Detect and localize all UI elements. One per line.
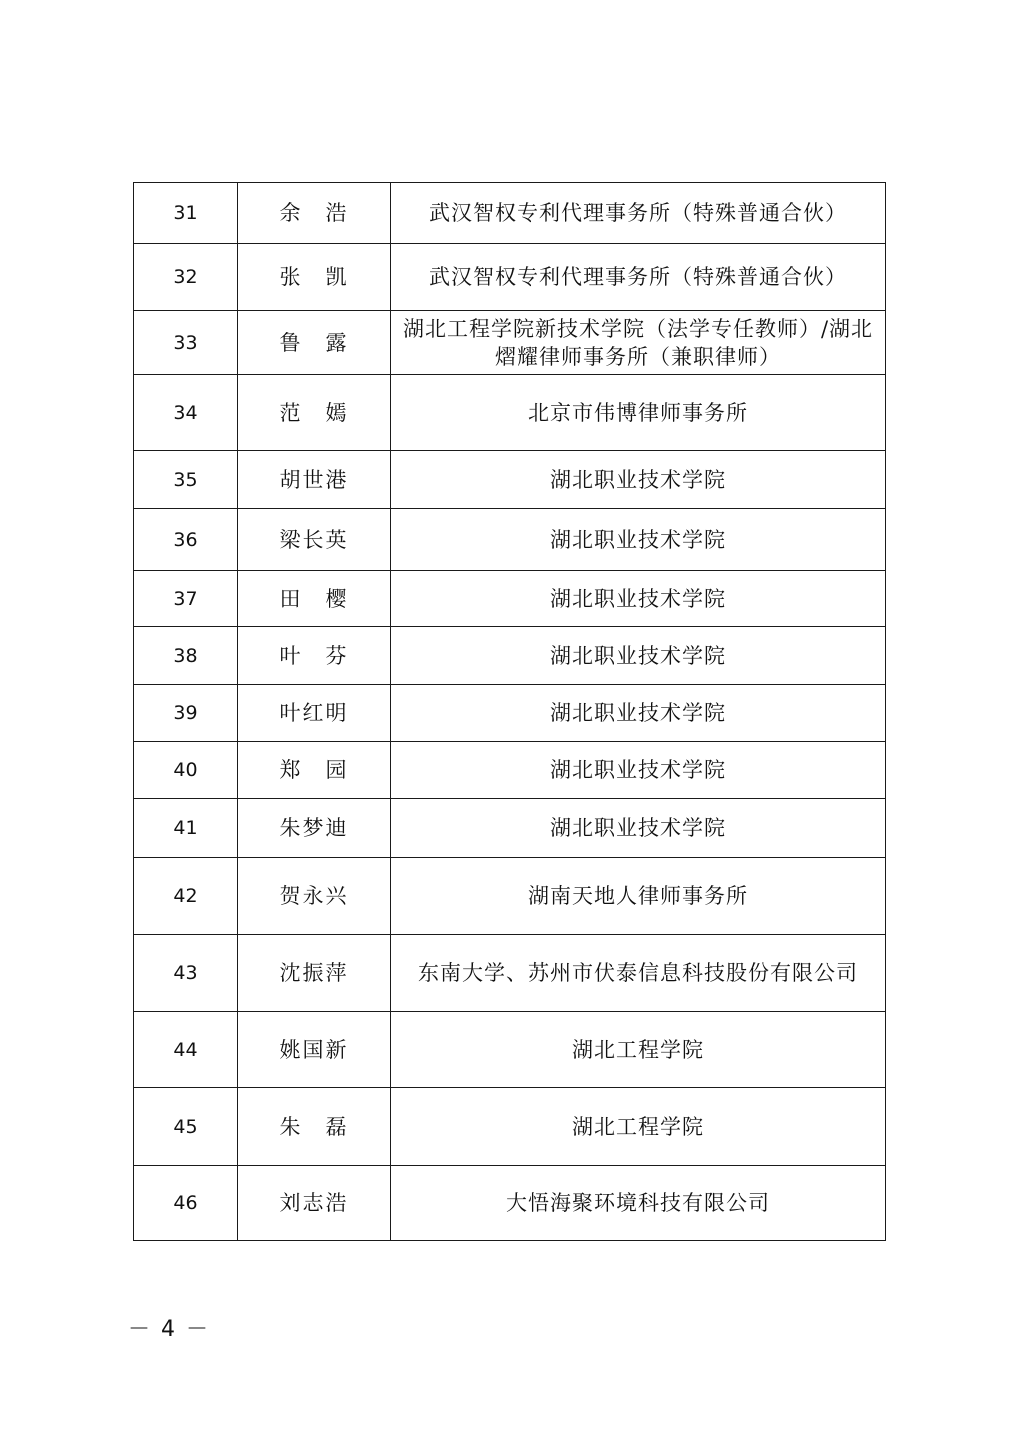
row-number: 34 (134, 375, 238, 451)
table-row (134, 244, 886, 311)
person-name: 沈振萍 (238, 935, 391, 1012)
table-row (134, 1012, 886, 1088)
organization: 湖北职业技术学院 (391, 571, 886, 627)
table-row (134, 375, 886, 451)
row-number: 45 (134, 1088, 238, 1166)
table-row (134, 742, 886, 799)
row-number: 43 (134, 935, 238, 1012)
organization: 湖北职业技术学院 (391, 451, 886, 509)
table-row (134, 799, 886, 858)
person-name: 朱梦迪 (238, 799, 391, 858)
table-row (134, 1166, 886, 1241)
organization: 湖北职业技术学院 (391, 685, 886, 742)
row-number: 46 (134, 1166, 238, 1241)
organization: 湖北职业技术学院 (391, 799, 886, 858)
row-number: 42 (134, 858, 238, 935)
row-number: 41 (134, 799, 238, 858)
row-number: 33 (134, 311, 238, 375)
organization: 武汉智权专利代理事务所（特殊普通合伙） (391, 183, 886, 244)
row-number: 44 (134, 1012, 238, 1088)
person-name: 余 浩 (238, 183, 391, 244)
person-name: 田 樱 (238, 571, 391, 627)
person-name: 梁长英 (238, 509, 391, 571)
organization: 湖北工程学院新技术学院（法学专任教师）/湖北熠耀律师事务所（兼职律师） (391, 311, 886, 375)
table-row (134, 451, 886, 509)
table-row (134, 509, 886, 571)
person-name: 叶 芬 (238, 627, 391, 685)
organization: 东南大学、苏州市伏泰信息科技股份有限公司 (391, 935, 886, 1012)
person-name: 叶红明 (238, 685, 391, 742)
organization: 湖南天地人律师事务所 (391, 858, 886, 935)
person-name: 刘志浩 (238, 1166, 391, 1241)
table-row (134, 571, 886, 627)
page-number: － 4 － (128, 1317, 210, 1342)
person-name: 朱 磊 (238, 1088, 391, 1166)
person-name: 胡世港 (238, 451, 391, 509)
organization: 湖北职业技术学院 (391, 742, 886, 799)
row-number: 40 (134, 742, 238, 799)
row-number: 32 (134, 244, 238, 311)
roster-table (133, 182, 886, 1241)
person-name: 郑 园 (238, 742, 391, 799)
table-row (134, 1088, 886, 1166)
row-number: 36 (134, 509, 238, 571)
organization: 武汉智权专利代理事务所（特殊普通合伙） (391, 244, 886, 311)
person-name: 姚国新 (238, 1012, 391, 1088)
table-row (134, 627, 886, 685)
row-number: 38 (134, 627, 238, 685)
row-number: 31 (134, 183, 238, 244)
row-number: 37 (134, 571, 238, 627)
organization: 湖北工程学院 (391, 1012, 886, 1088)
person-name: 贺永兴 (238, 858, 391, 935)
table-row (134, 183, 886, 244)
organization: 湖北职业技术学院 (391, 627, 886, 685)
table-row (134, 935, 886, 1012)
person-name: 范 嫣 (238, 375, 391, 451)
organization: 湖北职业技术学院 (391, 509, 886, 571)
table-row (134, 311, 886, 375)
row-number: 35 (134, 451, 238, 509)
table-row (134, 685, 886, 742)
row-number: 39 (134, 685, 238, 742)
person-name: 鲁 露 (238, 311, 391, 375)
person-name: 张 凯 (238, 244, 391, 311)
table-row (134, 858, 886, 935)
organization: 北京市伟博律师事务所 (391, 375, 886, 451)
organization: 湖北工程学院 (391, 1088, 886, 1166)
organization: 大悟海聚环境科技有限公司 (391, 1166, 886, 1241)
